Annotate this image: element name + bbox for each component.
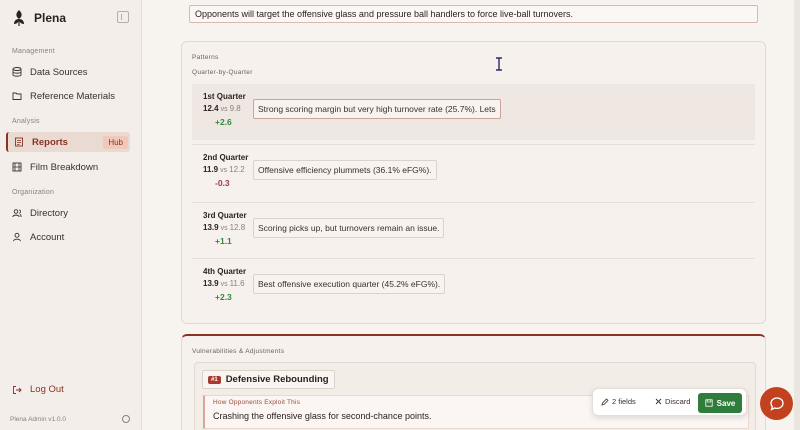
logout-button[interactable]: [12, 384, 64, 395]
opponent-score: 9.8: [229, 104, 241, 113]
chat-bubble-icon: [769, 396, 785, 412]
unsaved-changes-bar: [592, 388, 747, 416]
section-analysis-label: Analysis: [12, 118, 40, 125]
quarter-title: 3rd Quarter: [203, 211, 247, 220]
rank-badge: #1: [208, 376, 221, 384]
score-diff: +2.3: [215, 292, 232, 302]
save-button[interactable]: [698, 393, 742, 413]
save-label: Save: [716, 398, 736, 408]
version-footer: Plena Admin v1.0.0: [10, 416, 67, 423]
opponent-score: 12.2: [229, 165, 245, 174]
sidebar-item-label: Film Breakdown: [30, 161, 99, 173]
vulnerabilities-label: Vulnerabilities & Adjustments: [192, 348, 285, 355]
vulnerability-title-field[interactable]: [202, 370, 335, 389]
quarter-note-field[interactable]: Strong scoring margin but very high turnover rate (25.7%). Lets: [253, 99, 501, 119]
text-cursor-icon: [495, 57, 503, 71]
app-name: Plena: [34, 11, 67, 25]
quarter-score: [203, 104, 241, 113]
film-icon: [12, 162, 22, 172]
section-organization-label: Organization: [12, 189, 55, 196]
quarter-score: [203, 223, 245, 232]
quarter-note-field[interactable]: Offensive efficiency plummets (36.1% eFG%).: [253, 160, 437, 180]
quarter-row: [192, 84, 755, 140]
database-icon: [12, 67, 22, 77]
report-icon: [14, 137, 24, 147]
score-diff: -0.3: [215, 178, 230, 188]
vs-label: vs: [220, 167, 228, 174]
exploit-text: Crashing the offensive glass for second-chance points.: [213, 411, 432, 421]
patterns-label: Patterns: [192, 54, 219, 61]
save-icon: [705, 399, 713, 407]
patterns-card: [181, 41, 766, 324]
quarter-score: [203, 279, 245, 288]
sidebar-item-data-sources[interactable]: [6, 62, 130, 82]
changed-fields-button[interactable]: [601, 397, 636, 406]
logout-icon: [12, 385, 22, 395]
changed-fields-label: 2 fields: [612, 397, 636, 406]
sidebar-item-reference-materials[interactable]: [6, 86, 130, 106]
team-score: 13.9: [203, 223, 219, 232]
pencil-icon: [601, 398, 609, 406]
quarter-title: 2nd Quarter: [203, 153, 249, 162]
quarter-note-field[interactable]: Best offensive execution quarter (45.2% eFG%).: [253, 274, 445, 294]
vulnerability-title: Defensive Rebounding: [225, 374, 329, 385]
hub-badge: Hub: [103, 136, 128, 149]
users-icon: [12, 208, 22, 218]
sidebar-item-label: Directory: [30, 207, 69, 219]
sidebar-item-reports[interactable]: [6, 132, 130, 152]
sidebar-item-label: Reports: [32, 136, 68, 148]
opponent-strategy-field[interactable]: Opponents will target the offensive glass and pressure ball handlers to force live-ball turnovers.: [189, 5, 758, 23]
close-icon: [655, 398, 662, 405]
vs-label: vs: [220, 281, 228, 288]
logout-label: Log Out: [30, 384, 64, 395]
sidebar-toggle-icon[interactable]: [117, 11, 129, 23]
sidebar-item-film-breakdown[interactable]: [6, 157, 130, 177]
brand[interactable]: [12, 9, 66, 27]
sidebar-item-label: Data Sources: [30, 66, 88, 78]
quarter-row: [192, 258, 755, 314]
sidebar-item-account[interactable]: [6, 227, 130, 247]
opponent-score: 12.8: [229, 223, 246, 232]
section-management-label: Management: [12, 48, 55, 55]
score-diff: +1.1: [215, 236, 232, 246]
team-score: 13.9: [203, 279, 219, 288]
sidebar: [0, 0, 142, 430]
quarter-title: 1st Quarter: [203, 92, 246, 101]
quarter-row: [192, 144, 755, 200]
sidebar-item-directory[interactable]: [6, 203, 130, 223]
main-content: [142, 0, 800, 430]
sidebar-item-label: Account: [30, 231, 65, 243]
quarter-score: [203, 165, 245, 174]
discard-button[interactable]: [655, 397, 690, 406]
quarter-title: 4th Quarter: [203, 267, 247, 276]
discard-label: Discard: [665, 397, 691, 406]
opponent-score: 11.6: [229, 279, 245, 288]
chat-button[interactable]: [760, 387, 793, 420]
quarter-by-quarter-label: Quarter-by-Quarter: [192, 69, 253, 76]
folder-icon: [12, 91, 22, 101]
gear-icon[interactable]: [122, 415, 130, 423]
exploit-label: How Opponents Exploit This: [213, 399, 301, 406]
user-icon: [12, 232, 22, 242]
vs-label: vs: [220, 106, 228, 113]
sidebar-item-label: Reference Materials: [30, 90, 116, 102]
score-diff: +2.6: [215, 117, 232, 127]
team-score: 12.4: [203, 104, 219, 113]
scrollbar-track[interactable]: [794, 0, 800, 430]
plena-logo-icon: [12, 9, 26, 27]
quarter-note-field[interactable]: Scoring picks up, but turnovers remain an issue.: [253, 218, 444, 238]
team-score: 11.9: [203, 165, 219, 174]
vs-label: vs: [220, 225, 228, 232]
quarter-row: [192, 202, 755, 258]
